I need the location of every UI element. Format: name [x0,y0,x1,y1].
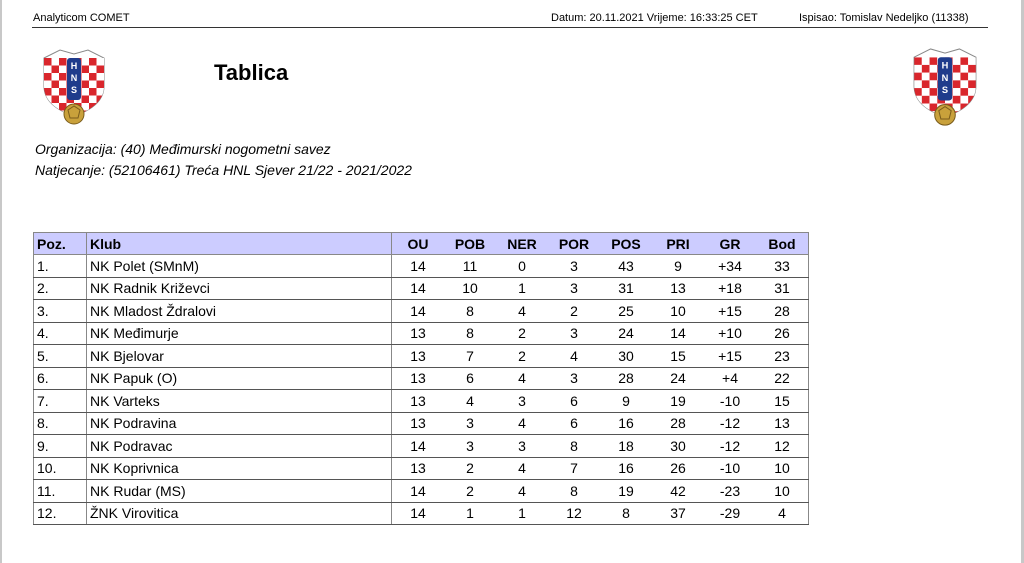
col-header-played: OU [392,233,445,255]
cell-draws: 2 [496,322,548,345]
col-header-club: Klub [87,233,392,255]
header-rule [32,27,988,28]
cell-points: 10 [756,480,809,503]
cell-played: 13 [392,367,445,390]
svg-text:S: S [70,85,78,95]
cell-wins: 4 [444,390,496,413]
col-header-losses: POR [548,233,600,255]
cell-club: NK Varteks [87,390,392,413]
cell-losses: 4 [548,345,600,368]
table-row [34,345,809,368]
col-header-position: Poz. [34,233,87,255]
cell-losses: 3 [548,255,600,278]
cell-wins: 7 [444,345,496,368]
svg-text:N: N [70,73,78,83]
cell-draws: 4 [496,412,548,435]
cell-position: 12. [34,502,87,525]
cell-losses: 12 [548,502,600,525]
cell-draws: 4 [496,367,548,390]
col-header-goals-for: POS [600,233,652,255]
cell-points: 15 [756,390,809,413]
cell-goal-diff: -10 [704,390,756,413]
app-name: Analyticom COMET [33,12,130,24]
cell-goal-diff: +15 [704,300,756,323]
cell-goals-for: 16 [600,457,652,480]
svg-text:S: S [941,85,949,96]
cell-wins: 2 [444,480,496,503]
cell-losses: 7 [548,457,600,480]
table-row [34,457,809,480]
cell-position: 5. [34,345,87,368]
cell-draws: 4 [496,480,548,503]
cell-position: 7. [34,390,87,413]
table-row [34,435,809,458]
standings-table [33,232,809,525]
cell-wins: 3 [444,435,496,458]
cell-wins: 11 [444,255,496,278]
cell-played: 14 [392,435,445,458]
cell-draws: 1 [496,502,548,525]
competition-line: Natjecanje: (52106461) Treća HNL Sjever 21/22 - 2021/2022 [35,162,412,178]
col-header-goals-against: PRI [652,233,704,255]
cell-club: NK Rudar (MS) [87,480,392,503]
cell-goals-for: 25 [600,300,652,323]
cell-position: 8. [34,412,87,435]
cell-points: 31 [756,277,809,300]
cell-goals-against: 28 [652,412,704,435]
cell-goals-against: 30 [652,435,704,458]
cell-points: 23 [756,345,809,368]
cell-losses: 8 [548,435,600,458]
cell-goal-diff: -12 [704,412,756,435]
cell-losses: 2 [548,300,600,323]
cell-goal-diff: +15 [704,345,756,368]
cell-wins: 1 [444,502,496,525]
cell-draws: 0 [496,255,548,278]
table-row [34,322,809,345]
printed-by: Ispisao: Tomislav Nedeljko (11338) [799,12,969,24]
col-header-points: Bod [756,233,809,255]
cell-position: 9. [34,435,87,458]
cell-goals-against: 9 [652,255,704,278]
col-header-wins: POB [444,233,496,255]
cell-position: 6. [34,367,87,390]
cell-played: 13 [392,412,445,435]
cell-points: 33 [756,255,809,278]
cell-goal-diff: -23 [704,480,756,503]
cell-draws: 3 [496,435,548,458]
organization-line: Organizacija: (40) Međimurski nogometni savez [35,141,331,157]
cell-club: NK Polet (SMnM) [87,255,392,278]
cell-position: 11. [34,480,87,503]
cell-goal-diff: -12 [704,435,756,458]
cell-position: 4. [34,322,87,345]
cell-played: 14 [392,480,445,503]
col-header-draws: NER [496,233,548,255]
cell-club: NK Koprivnica [87,457,392,480]
table-row [34,277,809,300]
cell-goals-against: 37 [652,502,704,525]
cell-played: 14 [392,502,445,525]
cell-club: NK Radnik Križevci [87,277,392,300]
cell-goals-against: 19 [652,390,704,413]
cell-points: 4 [756,502,809,525]
svg-text:N: N [941,72,949,83]
cell-goal-diff: +10 [704,322,756,345]
cell-points: 22 [756,367,809,390]
cell-club: NK Međimurje [87,322,392,345]
cell-goals-against: 42 [652,480,704,503]
table-row [34,480,809,503]
cell-draws: 3 [496,390,548,413]
cell-losses: 8 [548,480,600,503]
cell-played: 14 [392,300,445,323]
cell-club: ŽNK Virovitica [87,502,392,525]
cell-draws: 4 [496,457,548,480]
cell-goal-diff: +18 [704,277,756,300]
cell-points: 26 [756,322,809,345]
hns-logo-right [910,40,980,130]
cell-played: 13 [392,390,445,413]
cell-goals-for: 24 [600,322,652,345]
cell-club: NK Papuk (O) [87,367,392,390]
cell-draws: 2 [496,345,548,368]
cell-position: 10. [34,457,87,480]
cell-position: 1. [34,255,87,278]
cell-losses: 3 [548,367,600,390]
cell-points: 12 [756,435,809,458]
table-header-row [34,233,809,255]
hns-logo-left [40,44,108,126]
cell-goals-for: 28 [600,367,652,390]
cell-goals-against: 10 [652,300,704,323]
cell-wins: 10 [444,277,496,300]
cell-goals-for: 18 [600,435,652,458]
cell-draws: 1 [496,277,548,300]
cell-club: NK Mladost Ždralovi [87,300,392,323]
cell-played: 13 [392,345,445,368]
cell-points: 28 [756,300,809,323]
cell-goals-for: 9 [600,390,652,413]
cell-goals-against: 13 [652,277,704,300]
cell-played: 14 [392,277,445,300]
table-row [34,367,809,390]
svg-text:H: H [70,61,78,71]
cell-wins: 6 [444,367,496,390]
cell-goal-diff: -10 [704,457,756,480]
cell-goal-diff: +4 [704,367,756,390]
cell-wins: 8 [444,322,496,345]
cell-losses: 6 [548,390,600,413]
cell-club: NK Bjelovar [87,345,392,368]
cell-goals-against: 14 [652,322,704,345]
cell-goals-for: 16 [600,412,652,435]
cell-losses: 3 [548,277,600,300]
cell-position: 2. [34,277,87,300]
cell-goals-against: 24 [652,367,704,390]
cell-wins: 8 [444,300,496,323]
table-row [34,300,809,323]
cell-losses: 3 [548,322,600,345]
cell-goal-diff: -29 [704,502,756,525]
cell-goals-for: 19 [600,480,652,503]
table-row [34,255,809,278]
cell-wins: 3 [444,412,496,435]
cell-points: 13 [756,412,809,435]
cell-club: NK Podravina [87,412,392,435]
col-header-goal-diff: GR [704,233,756,255]
cell-goals-for: 31 [600,277,652,300]
cell-goals-against: 26 [652,457,704,480]
table-row [34,390,809,413]
page-edge-left [0,0,2,563]
cell-draws: 4 [496,300,548,323]
cell-goals-for: 43 [600,255,652,278]
cell-goals-for: 30 [600,345,652,368]
page-title: Tablica [214,60,289,85]
svg-text:H: H [941,60,949,71]
cell-points: 10 [756,457,809,480]
cell-played: 13 [392,322,445,345]
cell-goal-diff: +34 [704,255,756,278]
cell-played: 13 [392,457,445,480]
cell-goals-against: 15 [652,345,704,368]
table-row [34,412,809,435]
cell-club: NK Podravac [87,435,392,458]
cell-losses: 6 [548,412,600,435]
table-row [34,502,809,525]
cell-played: 14 [392,255,445,278]
cell-position: 3. [34,300,87,323]
cell-wins: 2 [444,457,496,480]
cell-goals-for: 8 [600,502,652,525]
print-date-time: Datum: 20.11.2021 Vrijeme: 16:33:25 CET [551,12,758,24]
